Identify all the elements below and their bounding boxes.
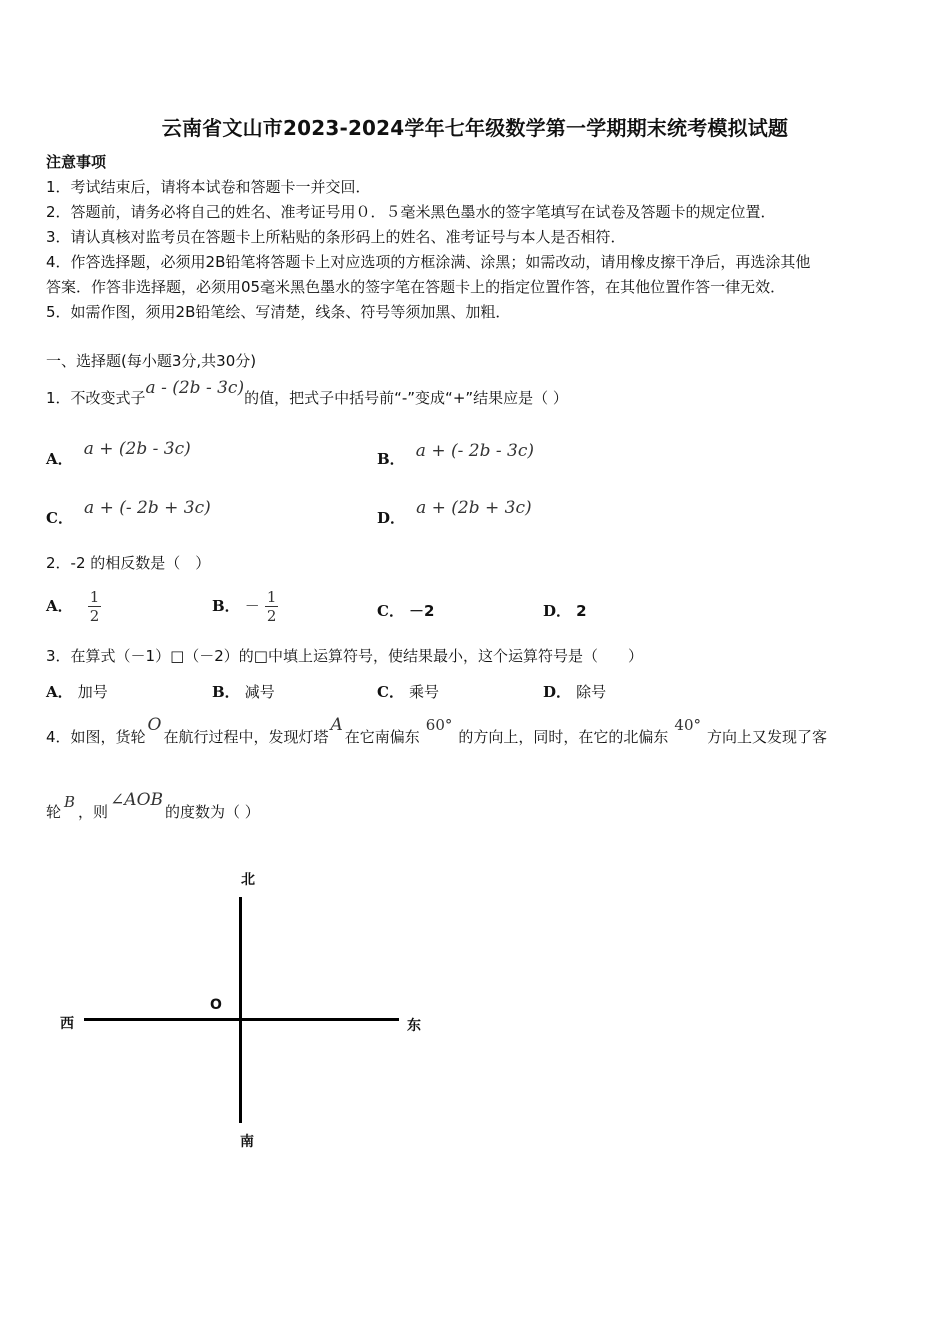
page-title: 云南省文山市2023-2024学年七年级数学第一学期期末统考模拟试题: [161, 116, 789, 140]
fraction: [88, 588, 102, 625]
question-4-stem-line2: [46, 790, 260, 822]
fraction-denominator: 2: [89, 607, 100, 625]
point-b: B: [64, 793, 76, 811]
point-a: A: [330, 715, 343, 735]
option-label: C．: [377, 602, 404, 620]
option-expression: a + (2b + 3c): [416, 498, 532, 518]
q2-option-b: [212, 588, 278, 626]
fraction-numerator: 1: [266, 588, 277, 606]
option-label: B．: [212, 597, 240, 615]
west-label: 西: [60, 1016, 74, 1032]
q4-text: 轮: [46, 803, 62, 821]
q1-option-c: [46, 497, 211, 527]
note-item: 4．作答选择题，必须用2B铅笔将答题卡上对应选项的方框涂满、涂黑；如需改动，请用橡皮擦干净后，再选涂其他: [46, 253, 811, 271]
option-label: A．: [46, 597, 73, 615]
q2-option-a: [46, 588, 101, 626]
option-expression: a + (- 2b - 3c): [415, 441, 534, 461]
north-south-axis: [239, 897, 242, 1123]
note-item: 5．如需作图，须用2B铅笔绘、写清楚，线条、符号等须加黑、加粗．: [46, 303, 511, 321]
option-text: 加号: [77, 683, 108, 701]
question-4-stem-line1: [46, 715, 828, 747]
q4-text: 方向上又发现了客: [707, 728, 828, 746]
note-item: 3．请认真核对监考员在答题卡上所粘贴的条形码上的姓名、准考证号与本人是否相符．: [46, 228, 626, 246]
note-item: 1．考试结束后，请将本试卷和答题卡一并交回．: [46, 178, 371, 196]
point-o: O: [147, 715, 162, 735]
option-label: C．: [377, 683, 404, 701]
q1-option-a: [46, 438, 191, 468]
fraction-denominator: 2: [266, 607, 277, 625]
option-text: 乘号: [409, 683, 440, 701]
option-text: 减号: [244, 683, 275, 701]
angle-40: 40°: [674, 716, 701, 734]
fraction-numerator: 1: [89, 588, 100, 606]
q3-option-b: [212, 681, 275, 702]
option-text: －2: [409, 602, 435, 620]
q4-text: 4．如图，货轮: [46, 728, 146, 746]
south-label: 南: [240, 1134, 254, 1150]
fraction: [265, 588, 279, 625]
q4-text: 的度数为（ ）: [165, 803, 260, 821]
option-label: D．: [543, 683, 572, 701]
note-item: 答案．作答非选择题，必须用05毫米黑色墨水的签字笔在答题卡上的指定位置作答，在其他位置作答一律无效．: [46, 278, 786, 296]
q3-option-c: [377, 681, 439, 702]
option-text: 除号: [576, 683, 607, 701]
option-label: B．: [212, 683, 240, 701]
origin-label: O: [210, 997, 222, 1013]
north-label: 北: [241, 872, 255, 888]
q2-option-c: [377, 600, 434, 621]
q4-text: 在航行过程中，发现灯塔: [163, 728, 329, 746]
west-east-axis: [84, 1018, 399, 1021]
notes-heading: 注意事项: [46, 153, 107, 171]
option-text: 2: [576, 602, 587, 620]
option-label: A．: [46, 450, 73, 468]
option-label: B．: [377, 450, 405, 468]
option-label: C．: [46, 509, 73, 527]
question-2-stem: 2．-2 的相反数是（ ）: [46, 554, 211, 572]
q4-text: ，则: [78, 803, 109, 821]
east-label: 东: [407, 1018, 421, 1034]
angle-aob: ∠AOB: [110, 790, 164, 810]
option-label: D．: [377, 509, 406, 527]
minus-sign: －: [244, 597, 260, 615]
q4-text: 的方向上，同时，在它的北偏东: [458, 728, 669, 746]
q1-suffix: 的值，把式子中括号前“-”变成“+”结果应是（ ）: [244, 389, 568, 407]
note-item: 2．答题前，请务必将自己的姓名、准考证号用０．５毫米黑色墨水的签字笔填写在试卷及答题卡的规定位置．: [46, 203, 776, 221]
q1-prefix: 1．不改变式子: [46, 389, 146, 407]
q3-option-a: [46, 681, 108, 702]
question-3-stem: 3．在算式（－1）□（－2）的□中填上运算符号，使结果最小，这个运算符号是（ ）: [46, 647, 643, 665]
q1-expression: a - (2b - 3c): [145, 378, 245, 398]
angle-60: 60°: [425, 716, 453, 734]
q4-text: 在它南偏东: [344, 728, 420, 746]
section-heading: 一、选择题(每小题3分,共30分): [46, 352, 257, 370]
option-expression: a + (2b - 3c): [83, 439, 191, 459]
option-label: A．: [46, 683, 73, 701]
option-expression: a + (- 2b + 3c): [84, 498, 211, 518]
option-label: D．: [543, 602, 572, 620]
q2-option-d: [543, 600, 587, 621]
q3-option-d: [543, 681, 606, 702]
q1-option-b: [377, 440, 534, 468]
question-1-stem: [46, 378, 568, 408]
q1-option-d: [377, 497, 532, 527]
